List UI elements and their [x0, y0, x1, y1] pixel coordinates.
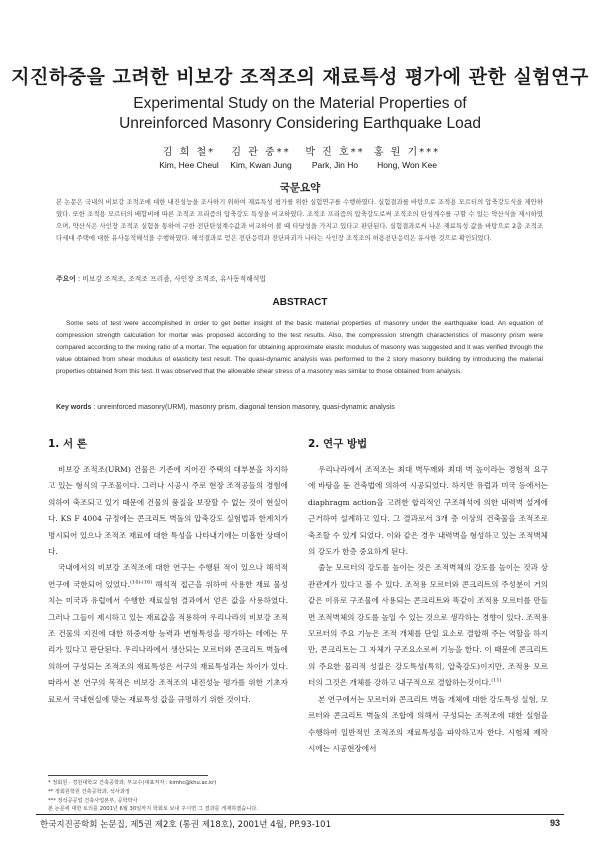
footnote-item: 본 논문에 대한 토의를 2001년 6월 30일까지 학회로 보내 주시면 그 결과를 게재하겠습니다. — [48, 806, 258, 813]
paper-title-english-line-1: Experimental Study on the Material Properties of — [133, 95, 467, 112]
footer-divider — [36, 814, 564, 815]
korean-abstract-heading: 국문요약 — [279, 182, 321, 194]
author-name-english: Hong, Won Kee — [377, 160, 437, 170]
body-paragraph: 비보강 조적조(URM) 건물은 기존에 지어진 주택의 대부분을 차지하고 있는 형식의 구조물이다. 그러나 시공시 주로 현장 조적공들의 경험에 의하여 축조되고 있기 때문에 건물의 품질을 보장할 수 없는 것이 현실이다. KS F 4004 규정에는 콘크리트 벽돌의 압축강도 실험법과 한계치가 명시되어 있으나 조적조 재료에 대한 특성을 나타내기에는 미흡한 상태이다. — [48, 465, 288, 557]
page-number: 93 — [549, 818, 560, 828]
paper-title-english — [0, 94, 600, 134]
author-4 — [362, 143, 452, 170]
footnote-item: ** 정회원학원 건축공학과, 석사과정 — [48, 788, 130, 795]
body-paragraph-text: 해석적 접근을 위하여 사용한 재료 물성치는 미국과 유럽에서 수행한 재료실험 결과에서 얻은 값을 사용하였다. 그러나 그들이 제시하고 있는 재료값을 적용하여 우리나라의 비보강 조적조 건물의 지진에 대한 하중저항 능력과 변형특성을 평가하는 데에는 무리가 있다고 판단된다. 우리나라에서 생산되는 모르터와 콘크리트 벽돌에 의하여 구성되는 조적조의 재료특성은 서구의 재료특성과는 차이가 있다. 따라서 본 연구의 목적은 비보강 조적조의 내진성능 평가를 위한 기초자료로서 국내현실에 맞는 재료특성 값을 규명하기 위한 것이다. — [48, 579, 288, 704]
author-name-korean: 김 희 철* — [162, 147, 216, 158]
korean-keywords-list: 비보강 조적조, 조적조 프리즘, 사인장 조적조, 유사동적해석법 — [82, 275, 266, 283]
english-keywords-label: Key words — [56, 404, 92, 411]
citation-superscript: (14)-(16) — [129, 579, 153, 586]
section-heading-introduction: 1. 서 론 — [48, 438, 87, 450]
english-keywords-list: unreinforced masonry(URM), masonry prism, diagonal tension masonry, quasi-dynamic analysis — [97, 404, 395, 411]
body-paragraph-text: 줄눈 모르터의 강도를 높이는 것은 조적벽체의 강도를 높이는 것과 상관관계가 있다고 볼 수 있다. 조적용 모르터와 콘크리트의 주성분이 거의 같은 이유로 구조물에 사용되는 콘크리트와 똑같이 조적용 모르터를 만들면 조적벽체의 강도를 높일 수 있는 것으로 생각하는 경향이 있다. 조적용 모르터의 주요 기능은 조적 개체를 단일 요소로 결합해 주는 역할을 하지만, 콘크리트는 그 자체가 구조요소로써 기능을 한다. 이 때문에 콘크리트의 주요한 물리적 성질은 강도특성(특히, 압축강도)이지만, 조적용 모르터의 그것은 개체를 강하고 내구적으로 결합하는것이다. — [308, 563, 548, 688]
korean-keywords-label: 주요어 — [56, 275, 76, 283]
paper-title-english-line-2: Unreinforced Masonry Considering Earthquake Load — [119, 115, 481, 132]
footnotes — [48, 779, 288, 814]
journal-citation: 한국지진공학회 논문집, 제5권 제2호 (통권 제18호), 2001년 4월, PP.93-101 — [40, 820, 331, 830]
body-paragraph — [308, 560, 548, 691]
korean-keywords: 주요어 : 비보강 조적조, 조적조 프리즘, 사인장 조적조, 유사동적해석법 — [56, 275, 266, 283]
author-name-english: Park, Jin Ho — [311, 160, 359, 170]
body-paragraph — [48, 560, 288, 708]
footnote-divider — [48, 775, 208, 776]
section-heading-method: 2. 연구 방법 — [308, 438, 368, 450]
english-abstract-heading: ABSTRACT — [272, 297, 328, 308]
body-column-right — [308, 462, 548, 757]
body-paragraph: 본 연구에서는 모르터와 콘크리트 벽돌 개체에 대한 강도특성 실험, 모르터와 콘크리트 벽돌의 조합에 의해서 구성되는 조적조에 대한 실험을 수행하여 일반적인 조적조의 재료특성을 파악하고자 한다. 시험체 제작 시에는 시공현장에서 — [308, 694, 548, 753]
footnote-item: *** 정석공공업 건축사업본부, 공학박사 — [48, 797, 138, 804]
english-abstract-text: Some sets of test were accomplished in order to get better insight of the basic material properties of masonry under the earthquake load. An equation of compression strength calculation for mortar was proposed according to the test results. Also, the compression strength characteristics of masonry prism were compared according to the mixing ratio of a mortar. The equation for obtaining approximate elastic modulus of masonry was suggested and it was verified through the value obtained from shear modulus of elasticity test result. The quasi-dynamic analysis was performed to the 2 story masonry building by introducing the material properties obtained from this test. It was observed that the allowable shear stress of a masonry was similar to those obtained from analysis. — [56, 320, 543, 375]
body-paragraph: 우리나라에서 조적조는 최대 벽두께와 최대 벽 높이라는 경험적 요구에 바탕을 둔 건축법에 의하여 시공되었다. 하지만 유럽과 미국 등에서는 diaphragm action을 고려한 합리적인 구조해석에 의한 내력벽 설계에 근거하여 설계하고 있다. 그 결과로서 3개 층 이상의 건축물을 조적조로 축조할 수 있게 되었다. 이와 같은 경우 내력벽을 형성하고 있는 조적벽체의 강도가 한층 중요하게 된다. — [308, 465, 548, 557]
body-column-left — [48, 462, 288, 708]
footnote-item: * 정회원 · 경원대학교 건축공학과, 부교수(대표저자 : kimhc@khu.ac.kr) — [48, 780, 217, 786]
korean-abstract-body: 본 논문은 국내의 비보강 조적조에 대한 내진성능을 조사하기 위하여 재료특성 평가를 위한 실험연구를 수행하였다. 실험결과를 바탕으로 조적용 모르터의 압축강도식을 제안하였다. 또한 조적용 모르터의 배합비에 따른 조적조 프리즘의 압축강도 특성을 비교하였다. 조적조 프리즘의 압축강도로써 조적조의 탄성계수를 구할 수 있는 약산식을 제시하였으며, 약산식은 사인장 조적조 실험을 통하여 구한 전단탄성계수값과 비교하여 볼 때 타당성을 가지고 있다고 판단된다. 실험결과로써 나온 재료특성 값을 바탕으로 2층 조적조 다세대 주택에 대한 유사동적해석을 수행하였다. 해석결과로 얻은 전단응력과 전단파괴가 나타는 사인장 조적조의 허용전단응력은 유사한 것으로 확인되었다. — [56, 198, 543, 242]
english-keywords: Key words : unreinforced masonry(URM), masonry prism, diagonal tension masonry, quasi-dynamic analysis — [56, 404, 395, 411]
author-name-korean: 홍 원 기*** — [373, 147, 441, 158]
citation-superscript: (11) — [491, 677, 502, 684]
author-name-korean: 박 진 호** — [305, 147, 365, 158]
author-name-korean: 김 관 중** — [231, 147, 291, 158]
author-name-english: Kim, Kwan Jung — [230, 160, 292, 170]
english-abstract-body — [56, 318, 543, 378]
paper-title-korean: 지진하중을 고려한 비보강 조적조의 재료특성 평가에 관한 실험연구 — [11, 66, 589, 88]
body-paragraph-text: 국내에서의 비보강 조적조에 대한 연구는 수행된 적이 있으나 해석적 연구에 국한되어 있었다. — [48, 563, 288, 589]
author-name-english: Kim, Hee Cheul — [159, 160, 219, 170]
